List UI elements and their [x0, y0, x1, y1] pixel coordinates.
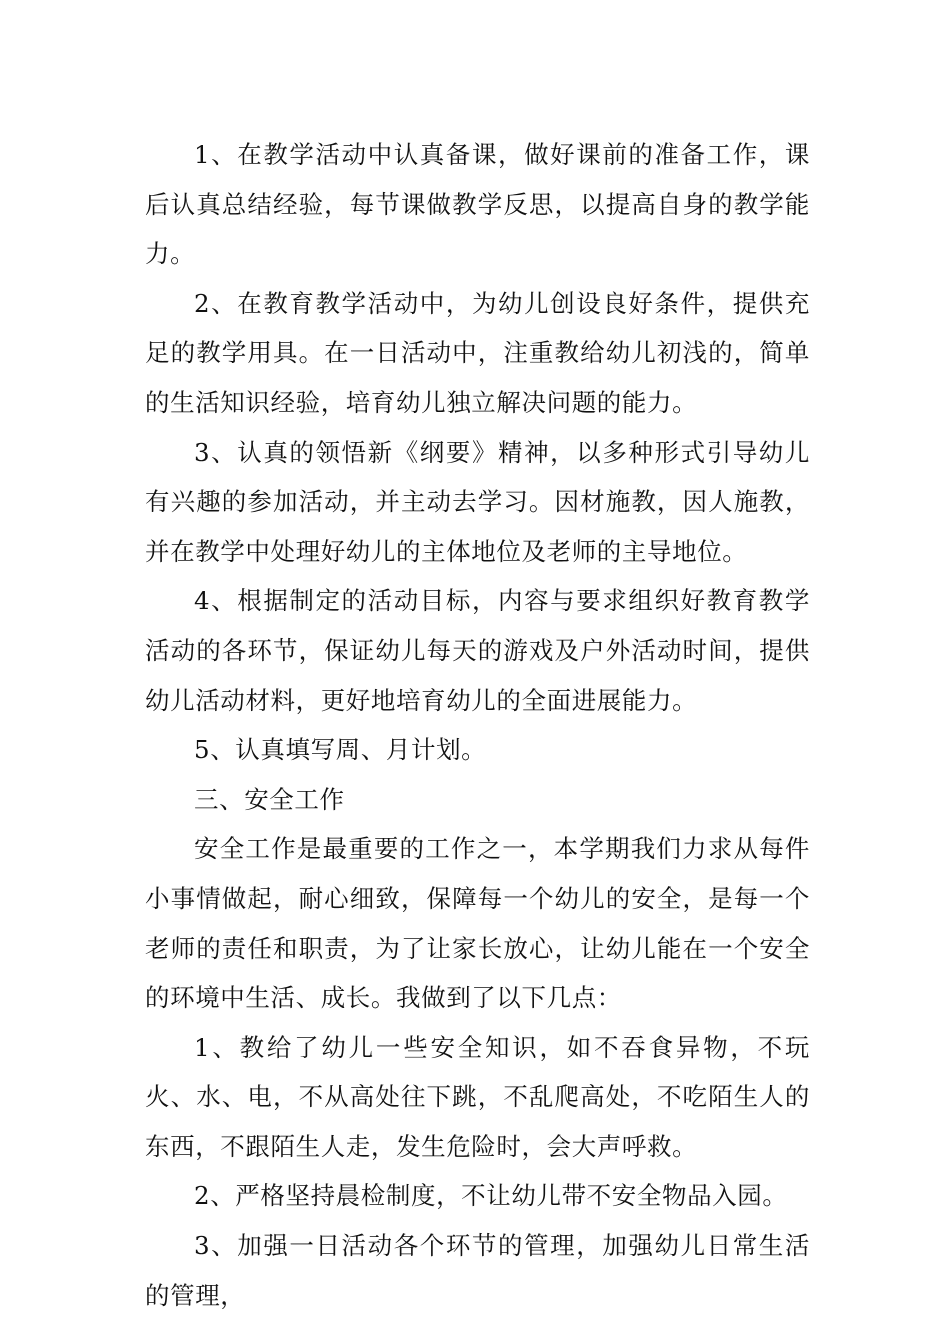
- paragraph: 2、在教育教学活动中，为幼儿创设良好条件，提供充足的教学用具。在一日活动中，注重教给幼儿初浅的，简单的生活知识经验，培育幼儿独立解决问题的能力。: [145, 288, 810, 417]
- paragraph: 3、认真的领悟新《纲要》精神，以多种形式引导幼儿有兴趣的参加活动，并主动去学习。因材施教，因人施教，并在教学中处理好幼儿的主体地位及老师的主导地位。: [145, 437, 810, 566]
- section-heading: 三、安全工作: [194, 784, 345, 814]
- paragraph: 5、认真填写周、月计划。: [194, 735, 487, 765]
- paragraph: 3、加强一日活动各个环节的管理，加强幼儿日常生活的管理，: [145, 1231, 810, 1310]
- document-body: [145, 130, 810, 1320]
- paragraph: 2、严格坚持晨检制度，不让幼儿带不安全物品入园。: [194, 1181, 788, 1211]
- paragraph: 4、根据制定的活动目标，内容与要求组织好教育教学活动的各环节，保证幼儿每天的游戏及户外活动时间，提供幼儿活动材料，更好地培育幼儿的全面进展能力。: [145, 586, 810, 715]
- paragraph: 1、教给了幼儿一些安全知识，如不吞食异物，不玩火、水、电，不从高处往下跳，不乱爬高处，不吃陌生人的东西，不跟陌生人走，发生危险时，会大声呼救。: [145, 1032, 810, 1161]
- paragraph: 安全工作是最重要的工作之一，本学期我们力求从每件小事情做起，耐心细致，保障每一个幼儿的安全，是每一个老师的责任和职责，为了让家长放心，让幼儿能在一个安全的环境中生活、成长。我做到了以下几点：: [145, 834, 810, 1013]
- paragraph: 1、在教学活动中认真备课，做好课前的准备工作，课后认真总结经验，每节课做教学反思，以提高自身的教学能力。: [145, 140, 810, 269]
